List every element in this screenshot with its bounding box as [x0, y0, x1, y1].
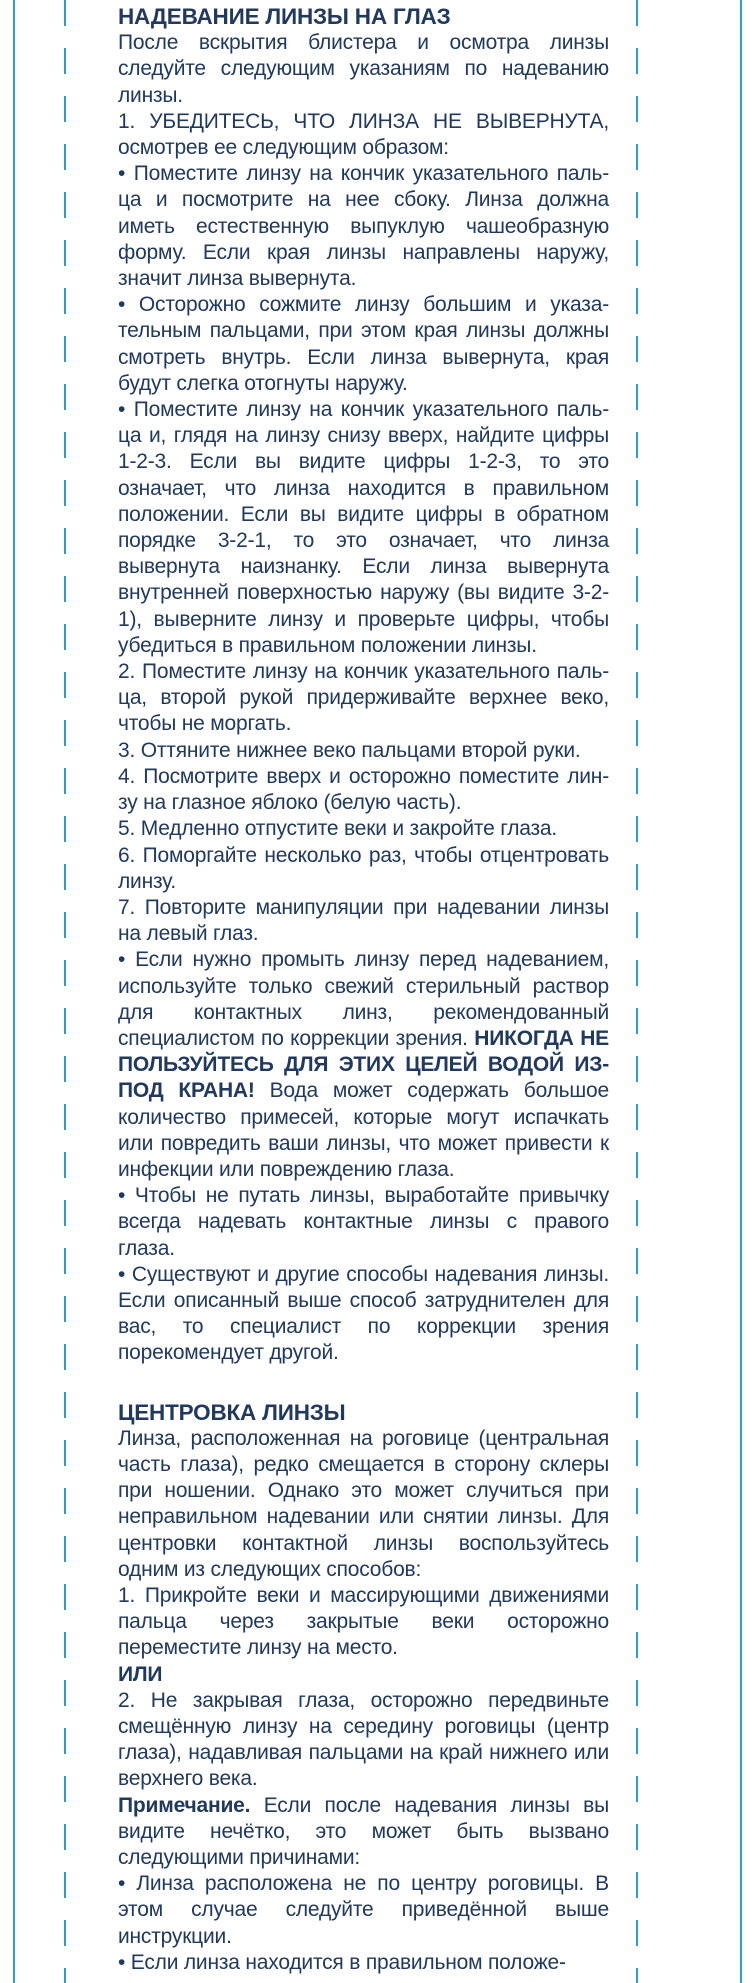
paragraph — [118, 659, 609, 738]
text-run: 2. Не закрывая глаза, осторожно передвиньте смещённую линзу на середину роговицы (центр глаза), надавливая пальцами на край нижнего или верхнего века. — [118, 1688, 609, 1791]
text-run: 5. Медленно отпустите веки и закройте глаза. — [118, 817, 558, 841]
text-run: После вскрытия блистера и осмотра линзы следуйте следующим указаниям по надеванию линзы. — [118, 31, 609, 107]
text-run: 7. Повторите манипуляции при надевании линзы на левый глаз. — [118, 895, 609, 946]
text-run: Линза, расположенная на роговице (центральная часть глаза), редко смещается в сторону склеры при ношении. Однако это может случиться при неправильном надевании или снятии линзы. Для центровки контактной линзы воспользуйтесь одним из следующих способов: — [118, 1426, 609, 1581]
paragraph — [118, 843, 609, 895]
paragraph — [118, 397, 609, 659]
text-run: 1. УБЕДИТЕСЬ, ЧТО ЛИНЗА НЕ ВЫВЕРНУТА, осмотрев ее следующим образом: — [118, 109, 609, 160]
paragraph — [118, 1688, 609, 1793]
fold-line-left-solid — [13, 0, 15, 1983]
paragraph — [118, 738, 609, 764]
paragraph — [118, 161, 609, 292]
paragraph — [118, 895, 609, 947]
paragraph — [118, 1662, 609, 1688]
text-run: 1. Прикройте веки и массирующими движениями пальца через закрытые веки осторожно переместите линзу на место. — [118, 1583, 609, 1660]
paragraph — [118, 1950, 609, 1976]
paragraph — [118, 292, 609, 397]
text-run: • Если линза находится в правильном положе- — [118, 1950, 566, 1974]
bold-text-run: Примечание. — [118, 1793, 251, 1817]
fold-line-left-dashed — [64, 0, 66, 1983]
text-run: • Поместите линзу на кончик указательного паль-ца и, глядя на линзу снизу вверх, найдите цифры 1-2-3. Если вы видите цифры 1-2-3, то это означает, что линза находится в правильном положении. Если вы видите цифры в обратном порядке 3-2-1, то это означает, что линза вывернута наизнанку. Если линза вывернута внутренней поверхностью наружу (вы видите 3-2-1), выверните линзу и проверьте цифры, чтобы убедиться в правильном положении линзы. — [118, 398, 609, 657]
text-run: 6. Поморгайте несколько раз, чтобы отцентровать линзу. — [118, 843, 609, 893]
text-run: 4. Посмотрите вверх и осторожно поместите лин-зу на глазное яблоко (белую часть). — [118, 764, 609, 815]
text-run: Вода может содержать большое количество примесей, которые могут испачкать или повредить ваши линзы, что может привести к инфекции или повреждению глаза. — [118, 1079, 609, 1181]
text-run: 3. Оттяните нижнее веко пальцами второй руки. — [118, 738, 581, 762]
bold-text-run: НИКОГДА НЕ ПОЛЬЗУЙТЕСЬ ДЛЯ ЭТИХ ЦЕЛЕЙ ВОДОЙ ИЗ-ПОД КРАНА! — [118, 1026, 609, 1103]
paragraph — [118, 816, 609, 842]
paragraph — [118, 1583, 609, 1662]
paragraph — [118, 1262, 609, 1367]
paragraph — [118, 30, 609, 109]
text-run: • Осторожно сожмите линзу большим и указа-тельным пальцами, при этом края линзы должны смотреть внутрь. Если линза вывернута, края будут слегка отогнуты наружу. — [118, 293, 609, 395]
paragraph — [118, 1871, 609, 1950]
text-run: • Чтобы не путать линзы, выработайте привычку всегда надевать контактные линзы с правого глаза. — [118, 1184, 609, 1260]
paragraph — [118, 109, 609, 161]
paragraph — [118, 1793, 609, 1872]
paragraph — [118, 1183, 609, 1262]
bold-text-run: ИЛИ — [118, 1662, 163, 1686]
text-run: • Поместите линзу на кончик указательного паль-ца и посмотрите на нее сбоку. Линза должна иметь естественную выпуклую чашеобразную форму. Если края линзы направлены наружу, значит линза вывернута. — [118, 162, 609, 291]
section-heading: ЦЕНТРОВКА ЛИНЗЫ — [118, 1399, 346, 1425]
text-run: 2. Поместите линзу на кончик указательного паль-ца, второй рукой придерживайте верхнее веко, чтобы не моргать. — [118, 660, 609, 736]
text-run: • Существуют и другие способы надевания линзы. Если описанный выше способ затруднителен для вас, то специалист по коррекции зрения порекомендует другой. — [118, 1262, 609, 1365]
fold-line-right-dashed — [636, 0, 638, 1983]
section-heading: НАДЕВАНИЕ ЛИНЗЫ НА ГЛАЗ — [118, 4, 451, 29]
text-run: • Линза расположена не по центру роговицы. В этом случае следуйте приведённой выше инструкции. — [118, 1872, 609, 1948]
leaflet-text-column — [118, 4, 609, 1976]
paragraph — [118, 1426, 609, 1583]
text-run: Если после надевания линзы вы видите нечётко, это может быть вызвано следующими причинами: — [118, 1793, 609, 1870]
paragraph — [118, 947, 609, 1183]
paragraph — [118, 764, 609, 816]
fold-line-right-solid — [740, 0, 742, 1983]
text-run: • Если нужно промыть линзу перед надеванием, используйте только свежий стерильный раствор для контактных линз, рекомендованный специалистом по коррекции зрения. — [118, 948, 609, 1050]
